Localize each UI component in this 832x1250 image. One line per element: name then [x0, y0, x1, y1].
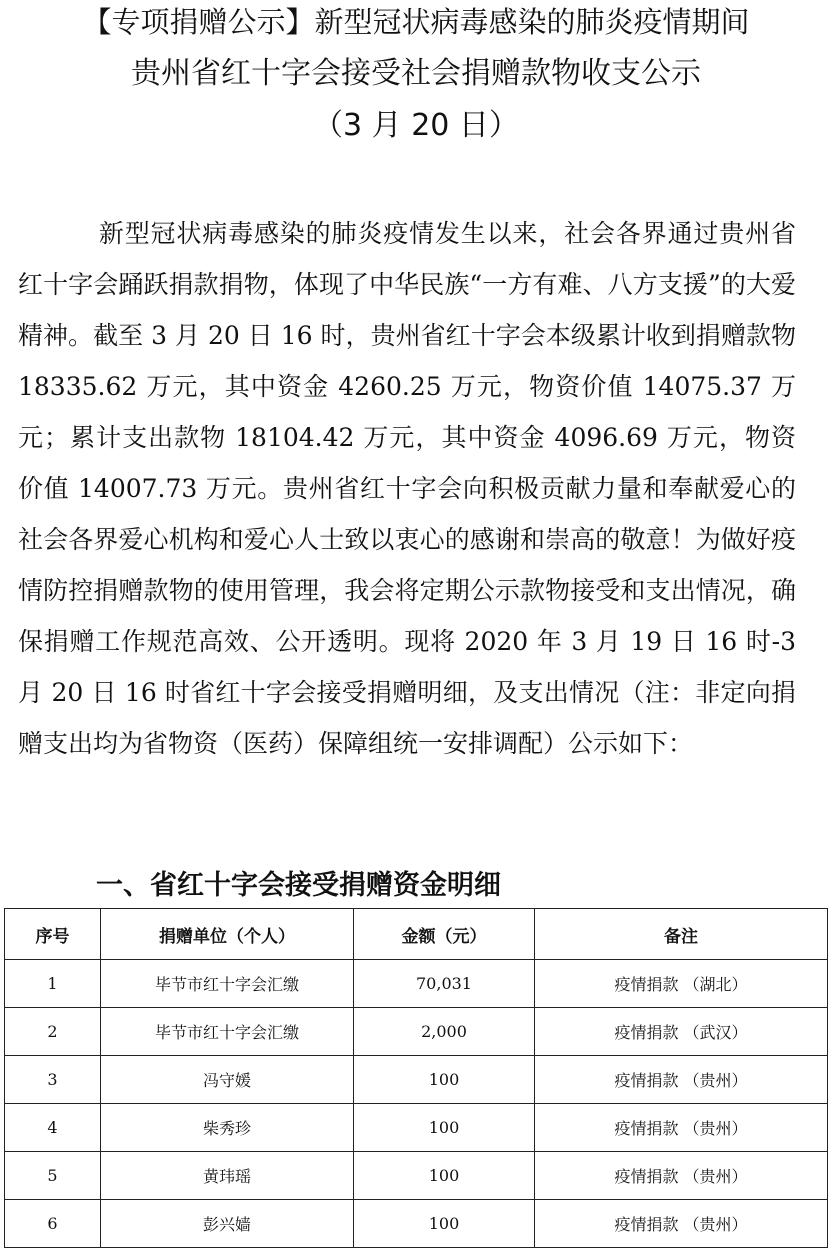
cell-note: 疫情捐款 （贵州） — [535, 1200, 828, 1248]
cell-note: 疫情捐款 （武汉） — [535, 1008, 828, 1056]
table-row — [5, 960, 828, 1008]
cell-donor: 黄玮瑶 — [101, 1152, 354, 1200]
cell-donor: 冯守媛 — [101, 1056, 354, 1104]
header-index: 序号 — [5, 909, 101, 960]
donation-table — [4, 908, 828, 1248]
cell-amount: 100 — [354, 1152, 535, 1200]
table-row — [5, 1200, 828, 1248]
table-row — [5, 1104, 828, 1152]
header-note: 备注 — [535, 909, 828, 960]
cell-amount: 100 — [354, 1104, 535, 1152]
cell-note: 疫情捐款 （湖北） — [535, 960, 828, 1008]
header-amount: 金额（元） — [354, 909, 535, 960]
document-date: （3 月 20 日） — [313, 108, 519, 143]
intro-paragraph — [18, 208, 796, 769]
table-row — [5, 1008, 828, 1056]
table-header-row — [5, 909, 828, 960]
cell-index: 3 — [5, 1056, 101, 1104]
cell-donor: 毕节市红十字会汇缴 — [101, 960, 354, 1008]
cell-index: 2 — [5, 1008, 101, 1056]
cell-note: 疫情捐款 （贵州） — [535, 1056, 828, 1104]
cell-amount: 100 — [354, 1056, 535, 1104]
intro-paragraph-text: 新型冠状病毒感染的肺炎疫情发生以来，社会各界通过贵州省红十字会踊跃捐款捐物，体现了中华民族“一方有难、八方支援”的大爱精神。截至 3 月 20 日 16 时，贵州省红十字会本级累计收到捐赠款物 18335.62 万元，其中资金 4260.25 万元，物资价值 14075.37 万元；累计支出款物 18104.42 万元，其中资金 4096.69 万元，物资价值 14007.73 万元。贵州省红十字会向积极贡献力量和奉献爱心的社会各界爱心机构和爱心人士致以衷心的感谢和崇高的敬意！为做好疫情防控捐赠款物的使用管理，我会将定期公示款物接受和支出情况，确保捐赠工作规范高效、公开透明。现将 2020 年 3 月 19 日 16 时-3 月 20 日 16 时省红十字会接受捐赠明细，及支出情况（注：非定向捐赠支出均为省物资（医药）保障组统一安排调配）公示如下： — [18, 219, 796, 758]
table-row — [5, 1152, 828, 1200]
section-heading: 一、省红十字会接受捐赠资金明细 — [96, 870, 501, 901]
table-row — [5, 1056, 828, 1104]
cell-amount: 2,000 — [354, 1008, 535, 1056]
cell-donor: 彭兴嫱 — [101, 1200, 354, 1248]
cell-index: 6 — [5, 1200, 101, 1248]
cell-amount: 70,031 — [354, 960, 535, 1008]
cell-donor: 毕节市红十字会汇缴 — [101, 1008, 354, 1056]
cell-index: 1 — [5, 960, 101, 1008]
cell-amount: 100 — [354, 1200, 535, 1248]
cell-donor: 柴秀珍 — [101, 1104, 354, 1152]
cell-index: 4 — [5, 1104, 101, 1152]
cell-note: 疫情捐款 （贵州） — [535, 1152, 828, 1200]
cell-index: 5 — [5, 1152, 101, 1200]
document-title-line-1: 【专项捐赠公示】新型冠状病毒感染的肺炎疫情期间 — [82, 5, 750, 39]
header-donor: 捐赠单位（个人） — [101, 909, 354, 960]
document-title-line-2: 贵州省红十字会接受社会捐赠款物收支公示 — [131, 56, 701, 91]
cell-note: 疫情捐款 （贵州） — [535, 1104, 828, 1152]
